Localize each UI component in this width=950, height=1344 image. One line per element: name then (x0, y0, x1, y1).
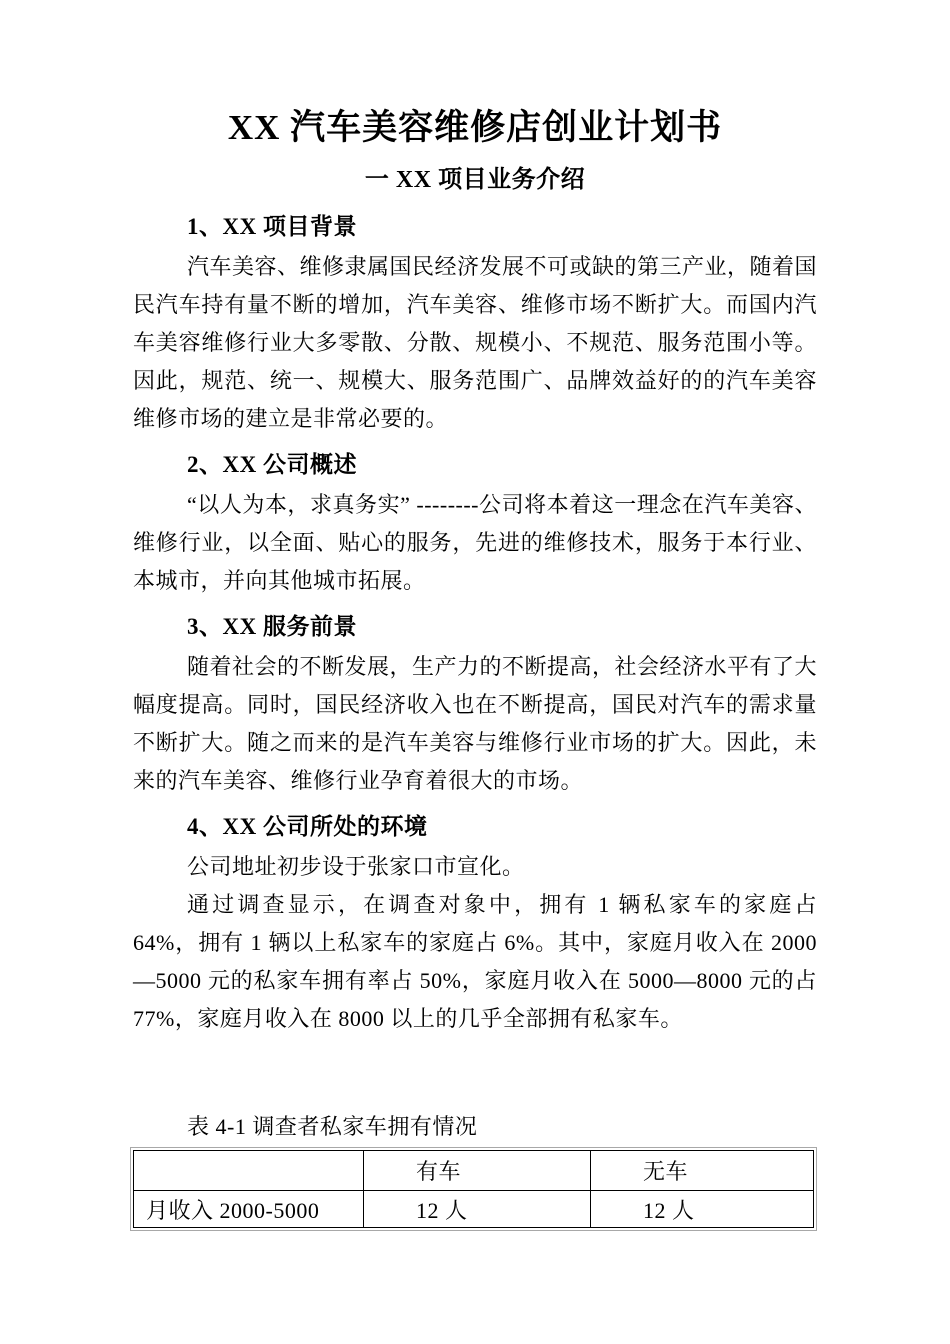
document-title: XX 汽车美容维修店创业计划书 (227, 108, 723, 147)
paragraph: “以人为本，求真务实” --------公司将本着这一理念在汽车美容、维修行业，以全面、贴心的服务，先进的维修技术，服务于本行业、本城市，并向其他城市拓展。 (133, 492, 817, 593)
paragraph: 随着社会的不断发展，生产力的不断提高，社会经济水平有了大幅度提高。同时，国民经济收入也在不断提高，国民对汽车的需求量不断扩大。随之而来的是汽车美容与维修行业市场的扩大。因此，未来的汽车美容、维修行业孕育着很大的市场。 (133, 654, 818, 793)
table-header-row (134, 1151, 814, 1191)
paragraph: 公司地址初步设于张家口市宣化。 (187, 854, 525, 879)
table-header-cell-no-car: 无车 (591, 1151, 814, 1191)
paragraph: 通过调查显示，在调查对象中，拥有 1 辆私家车的家庭占 64%，拥有 1 辆以上私家车的家庭占 6%。其中，家庭月收入在 2000—5000 元的私家车拥有率占 50%，家庭月收入在 5000—8000 元的占 77%，家庭月收入在 8000 以上的几乎全部拥有私家车。 (133, 892, 817, 1031)
section-heading: 4、XX 公司所处的环境 (187, 814, 428, 839)
survey-table (133, 1150, 814, 1228)
section-project-background (133, 206, 817, 438)
document-subtitle: 一 XX 项目业务介绍 (364, 167, 586, 193)
section-company-environment (133, 806, 817, 1038)
table-cell-no-car-count: 12 人 (591, 1191, 814, 1228)
table-header-cell-empty (134, 1151, 364, 1191)
table-header-cell-has-car: 有车 (364, 1151, 591, 1191)
section-heading: 3、XX 服务前景 (187, 614, 357, 639)
section-service-prospect (133, 606, 817, 800)
table-cell-has-car-count: 12 人 (364, 1191, 591, 1228)
section-heading: 1、XX 项目背景 (187, 214, 357, 239)
table-row (134, 1191, 814, 1228)
section-heading: 2、XX 公司概述 (187, 452, 357, 477)
table-cell-income-range: 月收入 2000-5000 (134, 1191, 364, 1228)
paragraph: 汽车美容、维修隶属国民经济发展不可或缺的第三产业，随着国民汽车持有量不断的增加，汽车美容、维修市场不断扩大。而国内汽车美容维修行业大多零散、分散、规模小、不规范、服务范围小等。因此，规范、统一、规模大、服务范围广、品牌效益好的的汽车美容维修市场的建立是非常必要的。 (133, 254, 818, 431)
section-company-overview (133, 444, 817, 600)
table-caption: 表 4-1 调查者私家车拥有情况 (187, 1114, 478, 1139)
